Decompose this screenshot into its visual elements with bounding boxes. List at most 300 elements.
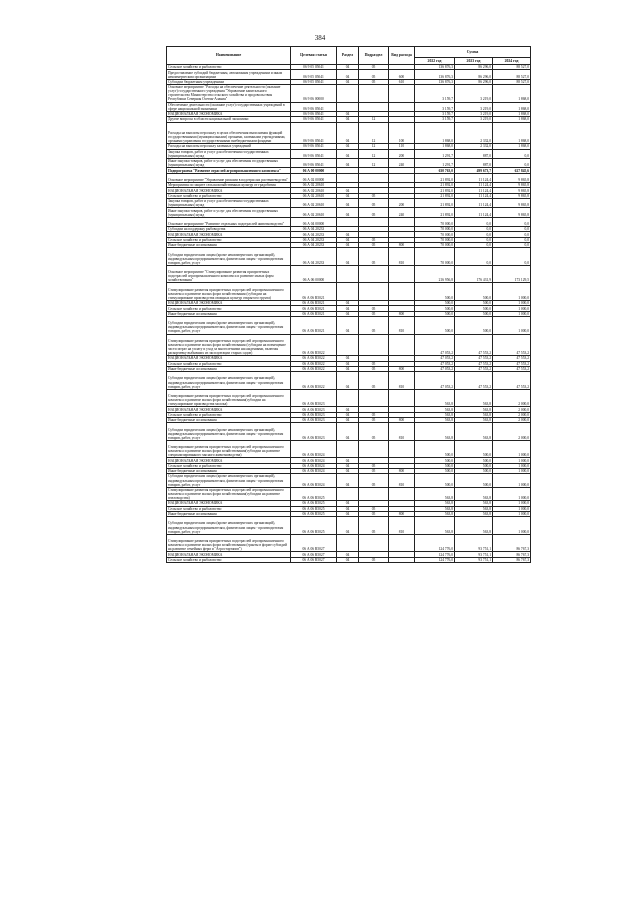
- table-row: [167, 534, 531, 552]
- row-expense-type: 800: [389, 242, 415, 247]
- row-target: 06 А 06 R5025: [291, 487, 337, 501]
- row-section: 04: [337, 232, 359, 237]
- row-target: 06 А 04 20233: [291, 227, 337, 232]
- row-2022: 70 000,0: [415, 242, 455, 247]
- row-2022: 3 159,7: [415, 111, 455, 116]
- row-expense-type: 810: [389, 474, 415, 488]
- row-target: 06 А 06 R5021: [291, 301, 337, 306]
- header-2022: 2022 год: [415, 58, 455, 65]
- row-2023: 563,8: [455, 423, 493, 441]
- row-expense-type: [389, 440, 415, 458]
- row-name: Стимулирование развития приоритетных подотраслей агропромышленного комплекса и развитие малых форм хозяйствования (гранты в форме субсидий на развитие семейных ферм и "Агростартапов"): [167, 534, 291, 552]
- row-2024: 1 000,0: [493, 506, 531, 511]
- row-name: НАЦИОНАЛЬНАЯ ЭКОНОМИКА: [167, 111, 291, 116]
- row-section: 04: [337, 423, 359, 441]
- row-target: 06 А 06 R5024: [291, 440, 337, 458]
- row-section: 04: [337, 65, 359, 70]
- row-2024: 2 000,0: [493, 389, 531, 407]
- row-section: 04: [337, 193, 359, 198]
- row-target: 06 А 06 00000: [291, 265, 337, 283]
- row-name: Иные бюджетные ассигнования: [167, 511, 291, 516]
- row-target: 06 А 02 20610: [291, 188, 337, 193]
- row-name: Стимулирование развития приоритетных подотраслей агропромышленного комплекса и развитие малых форм хозяйствования (субсидии на возмещение части затрат на уплату и уход за многолетними насаждениями, включая раскорчевку выбывших из эксплуатации старых садов): [167, 334, 291, 356]
- row-subsection: 05: [359, 511, 389, 516]
- table-row: [167, 474, 531, 488]
- row-2024: 1 000,0: [493, 501, 531, 506]
- row-expense-type: 240: [389, 208, 415, 217]
- table-row: [167, 248, 531, 266]
- row-expense-type: 800: [389, 417, 415, 422]
- row-target: 06 А 00 00000: [291, 168, 337, 173]
- row-expense-type: [389, 84, 415, 102]
- row-2023: 500,0: [455, 306, 493, 311]
- row-section: 04: [337, 311, 359, 316]
- table-row: [167, 517, 531, 535]
- row-2023: 0,0: [455, 248, 493, 266]
- row-expense-type: 240: [389, 158, 415, 167]
- row-section: 04: [337, 356, 359, 361]
- row-2022: 70 000,0: [415, 237, 455, 242]
- row-2022: 70 000,0: [415, 232, 455, 237]
- row-2023: 93 751,1: [455, 552, 493, 557]
- row-subsection: [359, 84, 389, 102]
- row-section: 04: [337, 517, 359, 535]
- row-section: 04: [337, 188, 359, 193]
- row-2024: 47 553,2: [493, 366, 531, 371]
- row-name: Субсидии юридическим лицам (кроме некоммерческих организаций), индивидуальным предпринимателям, физическим лицам - производителям товаров, работ, услуг: [167, 248, 291, 266]
- row-name: Субсидии юридическим лицам (кроме некоммерческих организаций), индивидуальным предпринимателям, физическим лицам - производителям товаров, работ, услуг: [167, 517, 291, 535]
- row-section: 04: [337, 474, 359, 488]
- row-name: НАЦИОНАЛЬНАЯ ЭКОНОМИКА: [167, 552, 291, 557]
- row-expense-type: 600: [389, 70, 415, 79]
- row-section: 04: [337, 208, 359, 217]
- row-subsection: [359, 534, 389, 552]
- row-2023: 0,0: [455, 217, 493, 226]
- row-2023: 86 296,0: [455, 70, 493, 79]
- table-row: [167, 158, 531, 167]
- row-2024: 9 865,8: [493, 208, 531, 217]
- row-2024: 1 000,0: [493, 511, 531, 516]
- row-expense-type: 810: [389, 372, 415, 390]
- row-name: Сельское хозяйство и рыболовство: [167, 361, 291, 366]
- row-section: 04: [337, 417, 359, 422]
- table-row: [167, 440, 531, 458]
- row-target: 06 А 04 00000: [291, 217, 337, 226]
- row-2023: 0,0: [455, 232, 493, 237]
- row-2024: 1 000,0: [493, 474, 531, 488]
- row-name: Закупка товаров, работ и услуг для обеспечения государственных (муниципальных) нужд: [167, 198, 291, 207]
- row-expense-type: 110: [389, 144, 415, 149]
- row-name: Иные бюджетные ассигнования: [167, 242, 291, 247]
- row-subsection: 05: [359, 417, 389, 422]
- row-name: Стимулирование развития приоритетных подотраслей агропромышленного комплекса и развитие малых форм хозяйствования (субсидии на стимулирование производства овощных культур открытого грунта): [167, 283, 291, 301]
- row-subsection: [359, 440, 389, 458]
- row-target: 06 А 02 20610: [291, 208, 337, 217]
- row-subsection: 05: [359, 208, 389, 217]
- row-2024: 1 000,0: [493, 306, 531, 311]
- row-2022: 563,8: [415, 412, 455, 417]
- row-expense-type: [389, 557, 415, 562]
- row-2024: 1 868,0: [493, 122, 531, 144]
- row-expense-type: 810: [389, 316, 415, 334]
- row-2023: 500,0: [455, 474, 493, 488]
- row-target: 06 А 04 20233: [291, 242, 337, 247]
- row-2022: 500,0: [415, 440, 455, 458]
- table-row: [167, 149, 531, 158]
- row-2023: 563,8: [455, 487, 493, 501]
- row-section: [337, 102, 359, 111]
- row-expense-type: 200: [389, 198, 415, 207]
- row-2022: 3 159,7: [415, 117, 455, 122]
- row-section: 04: [337, 144, 359, 149]
- row-subsection: [359, 102, 389, 111]
- row-2023: 500,0: [455, 283, 493, 301]
- row-2022: 3 159,7: [415, 102, 455, 111]
- row-subsection: 05: [359, 198, 389, 207]
- header-target: Целевая статья: [291, 47, 337, 65]
- row-2024: 0,0: [493, 237, 531, 242]
- header-2023: 2023 год: [455, 58, 493, 65]
- table-body: [167, 65, 531, 563]
- row-target: 06 А 06 R5023: [291, 407, 337, 412]
- row-2023: 563,8: [455, 511, 493, 516]
- row-2022: 47 053,2: [415, 356, 455, 361]
- row-name: НАЦИОНАЛЬНАЯ ЭКОНОМИКА: [167, 356, 291, 361]
- row-target: 06 А 02 20610: [291, 193, 337, 198]
- row-2024: 2 000,0: [493, 407, 531, 412]
- row-name: НАЦИОНАЛЬНАЯ ЭКОНОМИКА: [167, 407, 291, 412]
- row-target: 06 А 06 R5022: [291, 334, 337, 356]
- row-2024: 1 000,0: [493, 458, 531, 463]
- row-target: 06 А 06 R5021: [291, 306, 337, 311]
- row-2022: 500,0: [415, 306, 455, 311]
- row-2023: 11 124,4: [455, 173, 493, 182]
- row-section: 04: [337, 237, 359, 242]
- row-2023: 0,0: [455, 237, 493, 242]
- row-section: 04: [337, 506, 359, 511]
- table-row: [167, 283, 531, 301]
- header-subsection: Подраздел: [359, 47, 389, 65]
- row-name: Субсидии юридическим лицам (кроме некоммерческих организаций), индивидуальным предпринимателям, физическим лицам - производителям товаров, работ, услуг: [167, 372, 291, 390]
- row-2023: 3 219,0: [455, 117, 493, 122]
- row-section: 04: [337, 301, 359, 306]
- row-expense-type: 800: [389, 366, 415, 371]
- row-expense-type: [389, 217, 415, 226]
- header-name: Наименование: [167, 47, 291, 65]
- row-section: 04: [337, 557, 359, 562]
- row-name: НАЦИОНАЛЬНАЯ ЭКОНОМИКА: [167, 232, 291, 237]
- row-2024: 1 000,0: [493, 283, 531, 301]
- row-2022: 3 159,7: [415, 84, 455, 102]
- row-2023: 93 751,1: [455, 557, 493, 562]
- header-2024: 2024 год: [493, 58, 531, 65]
- row-name: Подпрограмма "Развитие отраслей агропромышленного комплекса": [167, 168, 291, 173]
- row-expense-type: [389, 283, 415, 301]
- row-2024: 0,0: [493, 242, 531, 247]
- row-section: 04: [337, 463, 359, 468]
- row-expense-type: [389, 534, 415, 552]
- header-expense-type: Вид расхода: [389, 47, 415, 65]
- row-subsection: 05: [359, 70, 389, 79]
- header-sum: Сумма: [415, 47, 531, 58]
- row-2022: 47 053,2: [415, 361, 455, 366]
- table-row: [167, 389, 531, 407]
- row-section: 04: [337, 372, 359, 390]
- row-target: 06 А 06 R5023: [291, 423, 337, 441]
- row-2022: 500,0: [415, 468, 455, 473]
- row-target: 06 А 06 R5021: [291, 316, 337, 334]
- row-2023: 563,8: [455, 407, 493, 412]
- row-2024: 0,0: [493, 158, 531, 167]
- row-2024: 9 865,8: [493, 188, 531, 193]
- row-target: 06 А 06 R5025: [291, 511, 337, 516]
- row-target: 06 А 06 R5021: [291, 311, 337, 316]
- row-expense-type: 200: [389, 149, 415, 158]
- row-target: 06 А 06 R5025: [291, 517, 337, 535]
- row-target: 06 А 06 R5024: [291, 458, 337, 463]
- row-2023: 11 124,4: [455, 198, 493, 207]
- row-subsection: 12: [359, 144, 389, 149]
- row-name: Закупка товаров, работ и услуг для обеспечения государственных (муниципальных) нужд: [167, 149, 291, 158]
- row-section: [337, 283, 359, 301]
- row-2022: 70 000,0: [415, 217, 455, 226]
- row-subsection: [359, 487, 389, 501]
- row-expense-type: [389, 389, 415, 407]
- row-2023: 47 553,2: [455, 372, 493, 390]
- row-name: Субсидии на поддержку рыбоводства: [167, 227, 291, 232]
- row-target: 06 А 06 R5023: [291, 412, 337, 417]
- row-2024: 1 000,0: [493, 440, 531, 458]
- table-row: [167, 487, 531, 501]
- row-section: 04: [337, 242, 359, 247]
- row-section: 04: [337, 501, 359, 506]
- row-2024: 1 868,0: [493, 144, 531, 149]
- row-expense-type: 800: [389, 311, 415, 316]
- table-row: [167, 423, 531, 441]
- row-2023: 563,8: [455, 501, 493, 506]
- row-2022: 21 892,0: [415, 173, 455, 182]
- row-2023: 47 553,2: [455, 334, 493, 356]
- row-2022: 136 876,3: [415, 65, 455, 70]
- budget-table: [166, 46, 531, 563]
- row-subsection: 05: [359, 316, 389, 334]
- row-2023: 887,0: [455, 158, 493, 167]
- row-2024: 88 527,0: [493, 65, 531, 70]
- row-2022: 563,8: [415, 517, 455, 535]
- row-target: 06 А 04 20233: [291, 237, 337, 242]
- row-section: 04: [337, 70, 359, 79]
- table-row: [167, 265, 531, 283]
- row-2023: 500,0: [455, 468, 493, 473]
- row-2022: 500,0: [415, 463, 455, 468]
- row-name: Иные закупки товаров, работ и услуг для обеспечения государственных (муниципальных) нужд: [167, 208, 291, 217]
- row-target: 06 А 02 20610: [291, 198, 337, 207]
- row-2022: 563,8: [415, 511, 455, 516]
- row-name: Субсидии юридическим лицам (кроме некоммерческих организаций), индивидуальным предпринимателям, физическим лицам - производителям товаров, работ, услуг: [167, 474, 291, 488]
- row-target: 06 А 06 R5027: [291, 557, 337, 562]
- row-name: Субсидии бюджетным учреждениям: [167, 79, 291, 84]
- row-2024: 86 767,3: [493, 557, 531, 562]
- row-2022: 1 868,0: [415, 144, 455, 149]
- row-2023: 563,8: [455, 506, 493, 511]
- row-target: 06 А 06 R5024: [291, 468, 337, 473]
- table-row: [167, 372, 531, 390]
- row-2023: 176 431,9: [455, 265, 493, 283]
- row-expense-type: 810: [389, 517, 415, 535]
- row-2022: 124 776,0: [415, 552, 455, 557]
- row-subsection: 05: [359, 193, 389, 198]
- row-name: Стимулирование развития приоритетных подотраслей агропромышленного комплекса и развитие малых форм хозяйствования(субсидии на развитие специализированного мясного животноводства): [167, 440, 291, 458]
- row-2023: 563,8: [455, 412, 493, 417]
- row-target: 06 А 02 20610: [291, 183, 337, 188]
- row-section: 04: [337, 111, 359, 116]
- row-2024: 0,0: [493, 217, 531, 226]
- row-subsection: 05: [359, 311, 389, 316]
- row-expense-type: 810: [389, 248, 415, 266]
- row-2022: 70 000,0: [415, 248, 455, 266]
- row-2023: 0,0: [455, 242, 493, 247]
- row-name: НАЦИОНАЛЬНАЯ ЭКОНОМИКА: [167, 501, 291, 506]
- row-2023: 500,0: [455, 463, 493, 468]
- row-2022: 500,0: [415, 283, 455, 301]
- row-section: 04: [337, 511, 359, 516]
- row-subsection: 05: [359, 468, 389, 473]
- row-2023: 3 219,0: [455, 102, 493, 111]
- row-2023: 2 332,0: [455, 122, 493, 144]
- row-2024: 88 527,0: [493, 70, 531, 79]
- row-2024: 9 865,8: [493, 198, 531, 207]
- row-2024: 88 527,0: [493, 79, 531, 84]
- row-2024: 1 000,0: [493, 487, 531, 501]
- row-target: 06 А 06 R5024: [291, 463, 337, 468]
- row-2023: 11 124,4: [455, 183, 493, 188]
- row-target: 06 А 06 R5025: [291, 501, 337, 506]
- row-target: 06 9 05 05041: [291, 79, 337, 84]
- row-2022: 630 763,0: [415, 168, 455, 173]
- row-name: Субсидии юридическим лицам (кроме некоммерческих организаций), индивидуальным предпринимателям, физическим лицам - производителям товаров, работ, услуг: [167, 423, 291, 441]
- row-section: 04: [337, 458, 359, 463]
- row-section: 04: [337, 306, 359, 311]
- table-row: [167, 70, 531, 79]
- row-name: Предоставление субсидий бюджетным, автономным учреждениям и иным некоммерческим организациям: [167, 70, 291, 79]
- row-2022: 70 000,0: [415, 227, 455, 232]
- row-2022: 563,8: [415, 423, 455, 441]
- row-2024: 1 000,0: [493, 468, 531, 473]
- row-2024: 0,0: [493, 232, 531, 237]
- row-name: Основное мероприятие "Развитие отдельных подотраслей животноводства": [167, 217, 291, 226]
- row-2024: 1 000,0: [493, 463, 531, 468]
- row-2024: 1 000,0: [493, 316, 531, 334]
- row-subsection: 05: [359, 306, 389, 311]
- row-name: Сельское хозяйство и рыболовство: [167, 412, 291, 417]
- row-target: 06 9 06 05041: [291, 158, 337, 167]
- row-target: 06 9 05 05041: [291, 70, 337, 79]
- row-2022: 21 892,0: [415, 198, 455, 207]
- row-expense-type: [389, 265, 415, 283]
- row-2022: 21 892,0: [415, 183, 455, 188]
- row-2023: 47 553,2: [455, 356, 493, 361]
- row-2022: 1 868,0: [415, 122, 455, 144]
- table-row: [167, 557, 531, 562]
- row-2024: 2 000,0: [493, 423, 531, 441]
- row-2023: 11 124,4: [455, 193, 493, 198]
- row-subsection: 05: [359, 463, 389, 468]
- row-2023: 563,8: [455, 417, 493, 422]
- row-2024: 0,0: [493, 248, 531, 266]
- row-subsection: 12: [359, 117, 389, 122]
- row-2023: 47 553,2: [455, 366, 493, 371]
- row-expense-type: 100: [389, 122, 415, 144]
- row-subsection: 05: [359, 474, 389, 488]
- row-2024: 1 868,0: [493, 84, 531, 102]
- table-row: [167, 122, 531, 144]
- row-2023: 86 296,0: [455, 65, 493, 70]
- row-target: 06 А 06 R5024: [291, 474, 337, 488]
- row-2024: 47 553,2: [493, 372, 531, 390]
- row-subsection: [359, 334, 389, 356]
- row-2024: 9 865,8: [493, 173, 531, 182]
- row-target: 06 9 06 05041: [291, 144, 337, 149]
- row-target: 06 А 06 R5023: [291, 389, 337, 407]
- row-target: 06 А 06 R5023: [291, 417, 337, 422]
- row-expense-type: 800: [389, 511, 415, 516]
- row-section: 04: [337, 117, 359, 122]
- row-target: 06 А 04 20233: [291, 232, 337, 237]
- row-name: Сельское хозяйство и рыболовство: [167, 506, 291, 511]
- row-target: 06 А 06 R5027: [291, 552, 337, 557]
- row-target: 06 9 06 05041: [291, 149, 337, 158]
- row-2022: 47 053,2: [415, 334, 455, 356]
- row-2022: 21 892,0: [415, 193, 455, 198]
- row-name: Субсидии юридическим лицам (кроме некоммерческих организаций), индивидуальным предпринимателям, физическим лицам - производителям товаров, работ, услуг: [167, 316, 291, 334]
- row-2022: 563,8: [415, 487, 455, 501]
- row-target: 06 9 06 05041: [291, 102, 337, 111]
- row-target: 06 А 06 R5022: [291, 366, 337, 371]
- row-expense-type: [389, 334, 415, 356]
- row-section: [337, 389, 359, 407]
- row-target: 06 А 04 20233: [291, 248, 337, 266]
- row-subsection: [359, 389, 389, 407]
- row-name: Основное мероприятие "Стимулирование развития приоритетных подотраслей агропромышленного комплекса и развитие малых форм хозяйствования": [167, 265, 291, 283]
- row-2022: 136 876,3: [415, 79, 455, 84]
- row-target: 06 А 02 00000: [291, 173, 337, 182]
- table-row: [167, 84, 531, 102]
- row-section: [337, 173, 359, 182]
- row-expense-type: 800: [389, 468, 415, 473]
- row-2023: 500,0: [455, 301, 493, 306]
- row-subsection: 05: [359, 517, 389, 535]
- row-section: 04: [337, 248, 359, 266]
- table-row: [167, 316, 531, 334]
- row-2024: 0,0: [493, 149, 531, 158]
- row-2023: 11 124,4: [455, 188, 493, 193]
- row-2023: 11 124,4: [455, 208, 493, 217]
- row-subsection: 12: [359, 149, 389, 158]
- row-name: Сельское хозяйство и рыболовство: [167, 237, 291, 242]
- row-2024: 86 767,3: [493, 534, 531, 552]
- row-name: Основное мероприятие "Управление рисками в подотраслях растениеводства": [167, 173, 291, 182]
- row-name: Сельское хозяйство и рыболовство: [167, 193, 291, 198]
- table-row: [167, 334, 531, 356]
- table-row: [167, 102, 531, 111]
- row-name: НАЦИОНАЛЬНАЯ ЭКОНОМИКА: [167, 458, 291, 463]
- row-subsection: 05: [359, 506, 389, 511]
- row-section: [337, 534, 359, 552]
- row-name: Расходы на выплаты персоналу казенных учреждений: [167, 144, 291, 149]
- row-target: 06 А 06 R5025: [291, 506, 337, 511]
- row-section: 04: [337, 316, 359, 334]
- table-row: [167, 217, 531, 226]
